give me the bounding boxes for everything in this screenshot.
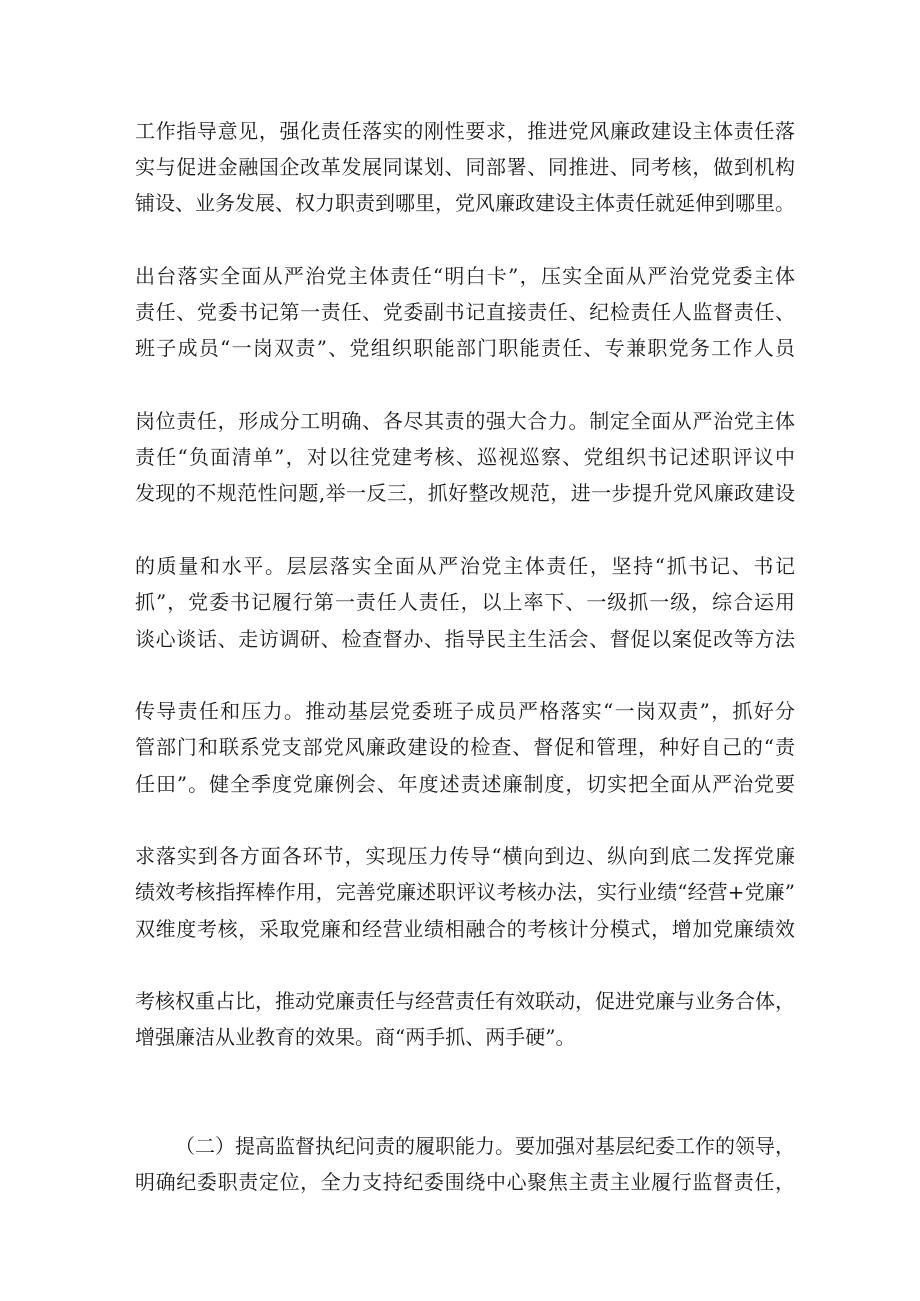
text-line: 铺设、业务发展、权力职责到哪里，党风廉政建设主体责任就延伸到哪里。 (135, 191, 795, 215)
text-line: 工作指导意见，强化责任落实的刚性要求，推进党风廉政建设主体责任落 (135, 119, 795, 143)
text-line: 出台落实全面从严治党主体责任“明白卡”，压实全面从严治党党委主体 (135, 264, 795, 288)
text-line: 绩效考核指挥棒作用，完善党廉述职评议考核办法，实行业绩“经营+党廉” (135, 880, 795, 904)
text-line: 发现的不规范性问题,举一反三，抓好整改规范，进一步提升党风廉政建设 (135, 481, 795, 505)
text-line: 实与促进金融国企改革发展同谋划、同部署、同推进、同考核，做到机构 (135, 155, 795, 179)
text-line: 岗位责任，形成分工明确、各尽其责的强大合力。制定全面从严治党主体 (135, 409, 795, 433)
text-line: 责任、党委书记第一责任、党委副书记直接责任、纪检责任人监督责任、 (135, 300, 795, 324)
text-line: 谈心谈话、走访调研、检查督办、指导民主生活会、督促以案促改等方法 (135, 627, 795, 651)
text-line: 双维度考核，采取党廉和经营业绩相融合的考核计分模式，增加党廉绩效 (135, 917, 795, 941)
text-line: 传导责任和压力。推动基层党委班子成员严格落实“一岗双责”，抓好分 (135, 699, 795, 723)
text-line: 考核权重占比，推动党廉责任与经营责任有效联动，促进党廉与业务合体， (135, 989, 795, 1013)
text-line: 管部门和联系党支部党风廉政建设的检查、督促和管理，种好自己的“责 (135, 735, 795, 759)
text-line: 明确纪委职责定位，全力支持纪委围绕中心聚焦主责主业履行监督责任， (135, 1170, 795, 1194)
text-line: （二）提高监督执纪问责的履职能力。要加强对基层纪委工作的领导， (175, 1134, 795, 1158)
text-line: 增强廉洁从业教育的效果。商“两手抓、两手硬”。 (135, 1025, 576, 1049)
text-line: 班子成员“一岗双责”、党组织职能部门职能责任、专兼职党务工作人员 (135, 336, 795, 360)
text-line: 任田”。健全季度党廉例会、年度述责述廉制度，切实把全面从严治党要 (135, 772, 795, 796)
text-line: 的质量和水平。层层落实全面从严治党主体责任，坚持“抓书记、书记 (135, 554, 795, 578)
text-line: 抓”，党委书记履行第一责任人责任，以上率下、一级抓一级，综合运用 (135, 590, 795, 614)
text-line: 求落实到各方面各环节，实现压力传导“横向到边、纵向到底二发挥党廉 (135, 844, 795, 868)
text-line: 责任“负面清单”，对以往党建考核、巡视巡察、党组织书记述职评议中 (135, 445, 795, 469)
